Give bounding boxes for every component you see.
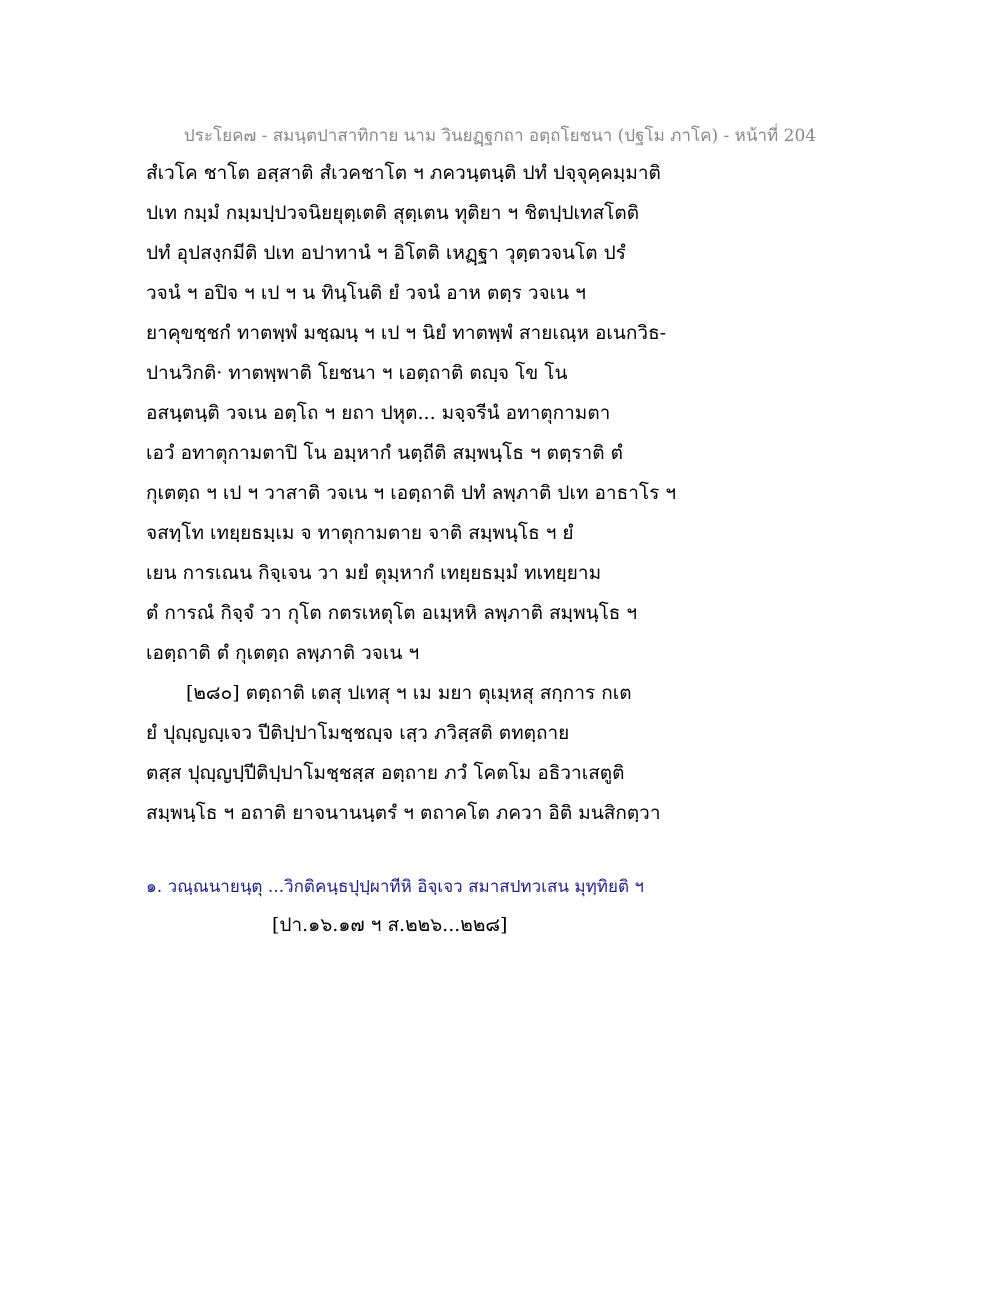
text-line: วจนํ ฯ อปิจ ฯ เป ฯ น ทินฺโนติ ยํ วจนํ อาห ตตฺร วจเน ฯ — [146, 282, 586, 304]
text-line: กุเตตฺถ ฯ เป ฯ วาสาติ วจเน ฯ เอตฺถาติ ปทํ ลพฺภาติ ปเท อาธาโร ฯ — [146, 482, 676, 504]
footnote-reference: [ปา.๑๖.๑๗ ฯ ส.๒๒๖...๒๒๘] — [272, 914, 508, 936]
text-line: อสนฺตนฺติ วจเน อตฺโถ ฯ ยถา ปหุต... มจฺจรีนํ อทาตุกามตา — [146, 402, 611, 424]
page-header: ประโยค๗ - สมนฺตปาสาทิกาย นาม วินยฏฺฐกถา อตฺถโยชนา (ปฐโม ภาโค) - หน้าที่ 204 — [183, 126, 817, 146]
text-line: ยาคุขชฺชกํ ทาตพฺพํ มชฺฌนฺ ฯ เป ฯ นิยํ ทาตพฺพํ สายเณฺห อเนกวิธ- — [146, 322, 667, 344]
text-line: ปานวิกติ· ทาตพฺพาติ โยชนา ฯ เอตฺถาติ ตญฺจ โข โน — [146, 362, 568, 384]
text-line: ยํ ปุญฺญญฺเจว ปีติปฺปาโมชฺชญฺจ เสฺว ภวิสฺสติ ตทตฺถาย — [146, 722, 570, 744]
paragraph-start-line: [๒๘๐] ตตฺถาติ เตสุ ปเทสุ ฯ เม มยา ตุเมฺหสุ สกฺการ กเต — [186, 682, 632, 704]
text-line: เอวํ อทาตุกามตาปิ โน อมฺหากํ นตฺถีติ สมฺพนฺโธ ฯ ตตฺราติ ตํ — [146, 442, 623, 464]
text-line: สํเวโค ชาโต อสฺสาติ สํเวคชาโต ฯ ภควนฺตนฺติ ปทํ ปจฺจุคฺคมฺมาติ — [146, 162, 661, 184]
footnote: ๑. วณฺณนายนฺตุ ...วิกติคนฺธปุปฺผาทีหิ อิจฺเจว สมาสปทวเสน มุทฺทิยติ ฯ — [146, 877, 644, 897]
text-line: เยน การเณน กิจฺเจน วา มยํ ตุมฺหากํ เทยฺยธมฺมํ ทเทยฺยาม — [146, 562, 602, 584]
text-line: ปเท กมฺมํ กมฺมปฺปวจนิยยุตฺเตติ สุตฺเตน ทุติยา ฯ ชิตปฺปเทสโตติ — [146, 202, 640, 224]
text-line: ตสฺส ปุญฺญปฺปีติปฺปาโมชฺชสฺส อตฺถาย ภวํ โคตโม อธิวาเสตูติ — [146, 762, 625, 784]
text-line: ตํ การณํ กิจฺจํ วา กุโต กตรเหตุโต อเมฺหหิ ลพฺภาติ สมฺพนฺโธ ฯ — [146, 602, 638, 624]
text-line: ปทํ อุปสงฺกมีติ ปเท อปาทานํ ฯ อิโตติ เหฏฺฐา วุตฺตวจนโต ปรํ — [146, 242, 626, 264]
body-text — [146, 158, 706, 838]
text-line: เอตฺถาติ ตํ กุเตตฺถ ลพฺภาติ วจเน ฯ — [146, 642, 420, 664]
text-line: จสทฺโท เทยฺยธมฺเม จ ทาตุกามตาย จาติ สมฺพนฺโธ ฯ ยํ — [146, 522, 574, 544]
text-line: สมฺพนฺโธ ฯ อถาติ ยาจนานนฺตรํ ฯ ตถาคโต ภควา อิติ มนสิกตฺวา — [146, 802, 661, 824]
